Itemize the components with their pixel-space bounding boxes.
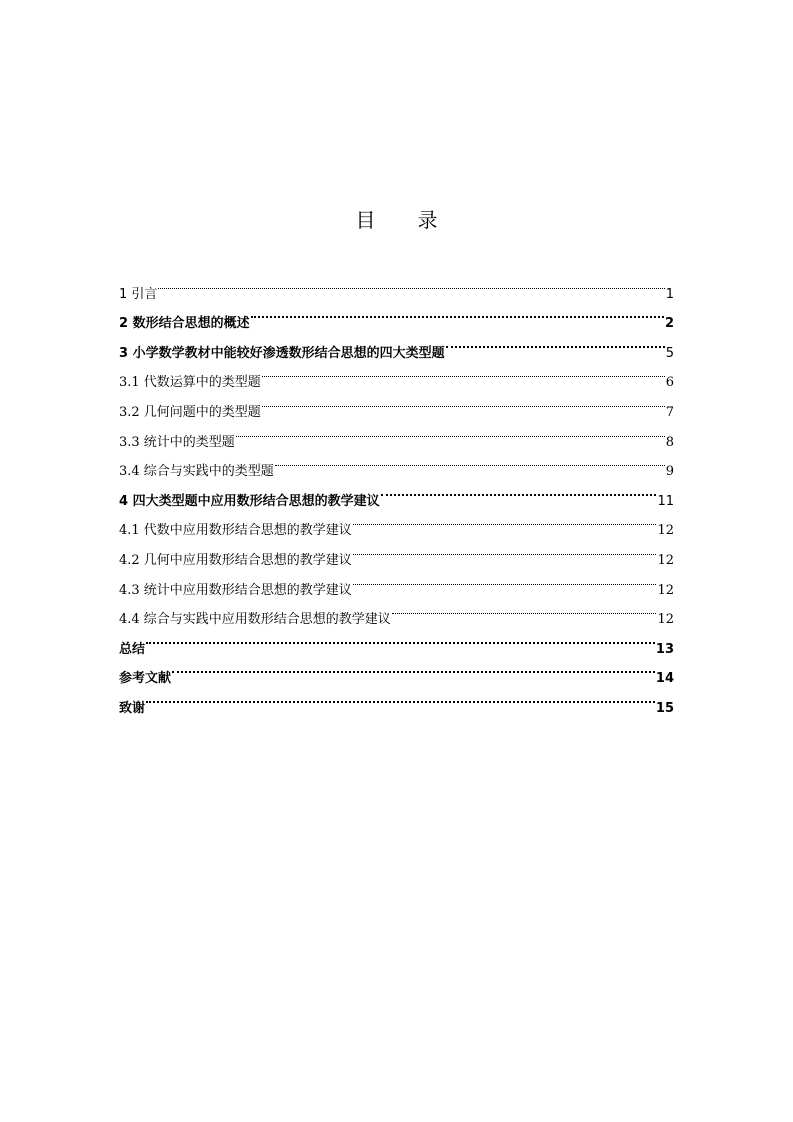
toc-entry-page: 11 [657,493,674,509]
toc-entry[interactable] [119,268,674,302]
dot-leader [392,594,657,624]
dot-leader [146,682,655,712]
dot-leader [158,268,664,298]
dot-leader [262,357,665,387]
toc-entry-label: 参考文献 [119,671,172,687]
toc-entry-page: 7 [665,404,674,420]
toc-entry-page: 14 [655,671,674,687]
title-char-left: 目 [355,208,376,232]
dot-leader [146,623,655,653]
toc-entry-label: 4 四大类型题中应用数形结合思想的教学建议 [119,493,380,509]
toc-entry-label: 2 数形结合思想的概述 [119,316,250,332]
toc-entry[interactable] [119,653,674,687]
dot-leader [381,475,657,505]
toc-entry-label: 3.1 代数运算中的类型题 [119,375,261,391]
toc-entry-label: 总结 [119,641,146,657]
toc-entry-page: 12 [657,552,674,568]
toc-entry-label: 4.2 几何中应用数形结合思想的教学建议 [119,552,352,568]
toc-entry-page: 15 [655,700,674,716]
toc-entry-label: 3.4 综合与实践中的类型题 [119,464,274,480]
toc-entry-page: 5 [665,345,674,361]
toc-entry-label: 1 引言 [119,286,158,302]
dot-leader [262,386,665,416]
toc-entry-page: 12 [657,612,674,628]
toc-entry-page: 9 [665,464,674,480]
toc-entry-page: 6 [665,375,674,391]
toc-entry-label: 3.2 几何问题中的类型题 [119,404,261,420]
dot-leader [353,505,657,535]
toc-entry-label: 4.3 统计中应用数形结合思想的教学建议 [119,582,352,598]
toc-entry[interactable] [119,298,674,332]
dot-leader [446,327,665,357]
table-of-contents [119,268,674,716]
dot-leader [353,534,657,564]
toc-entry-label: 3 小学数学教材中能较好渗透数形结合思想的四大类型题 [119,345,445,361]
toc-entry-page: 8 [665,434,674,450]
dot-leader [236,416,665,446]
toc-entry-page: 13 [655,641,674,657]
toc-entry-page: 1 [665,286,674,302]
toc-entry-page: 12 [657,523,674,539]
dot-leader [275,446,665,476]
toc-entry-label: 3.3 统计中的类型题 [119,434,235,450]
title-char-right: 录 [417,208,438,232]
dot-leader [172,653,655,683]
toc-entry[interactable] [119,623,674,657]
toc-entry-page: 12 [657,582,674,598]
dot-leader [251,298,664,328]
toc-entry-page: 2 [664,316,674,332]
toc-entry-label: 4.1 代数中应用数形结合思想的教学建议 [119,523,352,539]
toc-entry-label: 4.4 综合与实践中应用数形结合思想的教学建议 [119,612,391,628]
page-title [0,206,793,234]
toc-entry[interactable] [119,682,674,716]
toc-entry-label: 致谢 [119,700,146,716]
dot-leader [353,564,657,594]
